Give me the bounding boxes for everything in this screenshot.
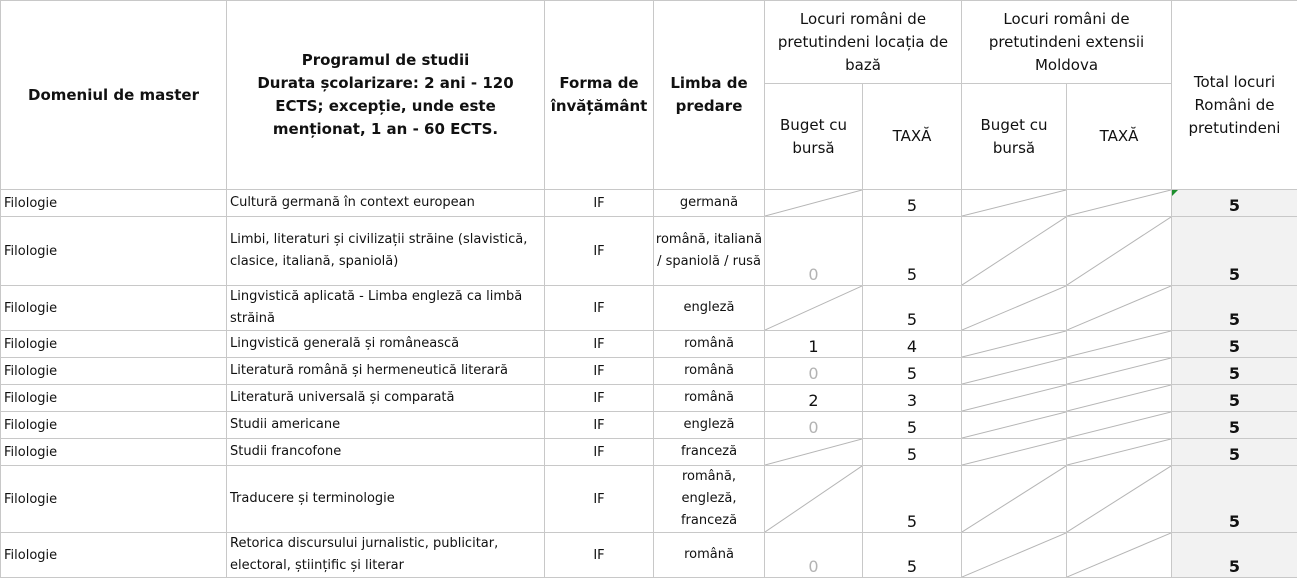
cell-forma[interactable]: IF — [545, 286, 654, 331]
cell-program[interactable]: Cultură germană în context european — [227, 190, 545, 217]
header-moldova-buget[interactable]: Buget cu bursă — [962, 84, 1067, 190]
header-baza-taxa[interactable]: TAXĂ — [863, 84, 962, 190]
cell-total[interactable]: 5 — [1172, 439, 1297, 466]
cell-moldova-taxa-empty[interactable] — [1067, 439, 1172, 466]
cell-forma[interactable]: IF — [545, 412, 654, 439]
cell-baza-buget-empty[interactable] — [765, 466, 863, 533]
cell-forma[interactable]: IF — [545, 533, 654, 578]
table-row — [1, 286, 1297, 331]
cell-total[interactable]: 5 — [1172, 412, 1297, 439]
table-row — [1, 466, 1297, 533]
cell-program[interactable]: Literatură universală și comparată — [227, 385, 545, 412]
cell-baza-buget[interactable]: 0 — [765, 358, 863, 385]
cell-program[interactable]: Traducere și terminologie — [227, 466, 545, 533]
diagonal-line — [1067, 190, 1171, 216]
diagonal-line — [1067, 412, 1171, 438]
header-program[interactable] — [227, 1, 545, 190]
cell-program[interactable]: Studii francofone — [227, 439, 545, 466]
cell-moldova-taxa-empty[interactable] — [1067, 412, 1172, 439]
diagonal-line — [1067, 439, 1171, 465]
cell-moldova-buget-empty[interactable] — [962, 533, 1067, 578]
diagonal-line — [962, 412, 1066, 438]
cell-program[interactable]: Lingvistică generală și românească — [227, 331, 545, 358]
cell-moldova-buget-empty[interactable] — [962, 385, 1067, 412]
cell-baza-buget[interactable]: 0 — [765, 412, 863, 439]
cell-moldova-taxa-empty[interactable] — [1067, 533, 1172, 578]
cell-forma[interactable]: IF — [545, 466, 654, 533]
cell-moldova-buget-empty[interactable] — [962, 190, 1067, 217]
diagonal-line — [1067, 358, 1171, 384]
cell-domeniu[interactable]: Filologie — [1, 217, 227, 286]
header-group-baza[interactable]: Locuri români de pretutindeni locația de bază — [765, 1, 962, 84]
diagonal-line — [765, 190, 862, 216]
cell-forma[interactable]: IF — [545, 190, 654, 217]
cell-moldova-taxa-empty[interactable] — [1067, 286, 1172, 331]
table-body — [1, 190, 1297, 578]
table-row — [1, 217, 1297, 286]
cell-baza-buget-empty[interactable] — [765, 286, 863, 331]
cell-moldova-taxa-empty[interactable] — [1067, 217, 1172, 286]
cell-baza-taxa[interactable]: 5 — [863, 412, 962, 439]
diagonal-line — [1067, 466, 1171, 532]
cell-moldova-buget-empty[interactable] — [962, 217, 1067, 286]
cell-moldova-buget-empty[interactable] — [962, 466, 1067, 533]
header-total[interactable]: Total locuri Români de pretutindeni — [1172, 1, 1297, 190]
cell-baza-taxa[interactable]: 5 — [863, 190, 962, 217]
diagonal-line — [1067, 533, 1171, 577]
cell-baza-taxa[interactable]: 5 — [863, 439, 962, 466]
table-row — [1, 533, 1297, 578]
cell-program[interactable]: Studii americane — [227, 412, 545, 439]
diagonal-line — [765, 466, 862, 532]
diagonal-line — [962, 385, 1066, 411]
cell-limba[interactable]: română, italiană / spaniolă / rusă — [654, 217, 765, 286]
table-row — [1, 412, 1297, 439]
cell-domeniu[interactable]: Filologie — [1, 466, 227, 533]
header-program-duration: Durata școlarizare: 2 ani - 120 ECTS; excepție, unde este menționat, 1 an - 60 ECTS. — [227, 72, 544, 141]
cell-limba[interactable]: germană — [654, 190, 765, 217]
cell-domeniu[interactable]: Filologie — [1, 331, 227, 358]
header-limba[interactable]: Limba de predare — [654, 1, 765, 190]
diagonal-line — [1067, 286, 1171, 330]
cell-limba[interactable]: franceză — [654, 439, 765, 466]
header-domeniu[interactable]: Domeniul de master — [1, 1, 227, 190]
cell-domeniu[interactable]: Filologie — [1, 190, 227, 217]
header-forma[interactable]: Forma de învățământ — [545, 1, 654, 190]
cell-moldova-buget-empty[interactable] — [962, 439, 1067, 466]
cell-baza-taxa[interactable]: 5 — [863, 217, 962, 286]
cell-forma[interactable]: IF — [545, 331, 654, 358]
comment-indicator-icon[interactable] — [1172, 190, 1178, 196]
table-row — [1, 439, 1297, 466]
cell-baza-taxa[interactable]: 5 — [863, 466, 962, 533]
diagonal-line — [962, 190, 1066, 216]
table-row — [1, 385, 1297, 412]
cell-limba[interactable]: română — [654, 385, 765, 412]
table-row — [1, 358, 1297, 385]
cell-moldova-taxa-empty[interactable] — [1067, 190, 1172, 217]
cell-program[interactable]: Limbi, literaturi și civilizații străine (slavistică, clasice, italiană, spaniolă) — [227, 217, 545, 286]
cell-total[interactable]: 5 — [1172, 358, 1297, 385]
cell-forma[interactable]: IF — [545, 217, 654, 286]
cell-baza-buget[interactable]: 0 — [765, 533, 863, 578]
cell-forma[interactable]: IF — [545, 439, 654, 466]
cell-moldova-taxa-empty[interactable] — [1067, 385, 1172, 412]
cell-domeniu[interactable]: Filologie — [1, 385, 227, 412]
header-group-moldova[interactable]: Locuri români de pretutindeni extensii Moldova — [962, 1, 1172, 84]
cell-program[interactable]: Retorica discursului jurnalistic, publicitar, electoral, științific și literar — [227, 533, 545, 578]
cell-moldova-buget-empty[interactable] — [962, 358, 1067, 385]
cell-program[interactable]: Lingvistică aplicată - Limba engleză ca limbă străină — [227, 286, 545, 331]
cell-program[interactable]: Literatură română și hermeneutică literară — [227, 358, 545, 385]
cell-baza-buget-empty[interactable] — [765, 439, 863, 466]
diagonal-line — [1067, 331, 1171, 357]
cell-baza-taxa[interactable]: 4 — [863, 331, 962, 358]
table-row — [1, 331, 1297, 358]
cell-total[interactable]: 5 — [1172, 286, 1297, 331]
cell-moldova-buget-empty[interactable] — [962, 286, 1067, 331]
cell-baza-taxa[interactable]: 3 — [863, 385, 962, 412]
cell-limba[interactable]: română, engleză, franceză — [654, 466, 765, 533]
header-moldova-taxa[interactable]: TAXĂ — [1067, 84, 1172, 190]
diagonal-line — [765, 286, 862, 330]
cell-moldova-buget-empty[interactable] — [962, 412, 1067, 439]
cell-limba[interactable]: română — [654, 358, 765, 385]
cell-domeniu[interactable]: Filologie — [1, 286, 227, 331]
cell-limba[interactable]: română — [654, 533, 765, 578]
diagonal-line — [962, 466, 1066, 532]
cell-forma[interactable]: IF — [545, 358, 654, 385]
cell-total[interactable]: 5 — [1172, 217, 1297, 286]
diagonal-line — [765, 439, 862, 465]
cell-total[interactable]: 5 — [1172, 385, 1297, 412]
cell-moldova-taxa-empty[interactable] — [1067, 466, 1172, 533]
cell-limba[interactable]: română — [654, 331, 765, 358]
cell-moldova-taxa-empty[interactable] — [1067, 358, 1172, 385]
diagonal-line — [962, 358, 1066, 384]
cell-baza-buget[interactable]: 1 — [765, 331, 863, 358]
cell-limba[interactable]: engleză — [654, 412, 765, 439]
diagonal-line — [962, 331, 1066, 357]
diagonal-line — [962, 217, 1066, 285]
diagonal-line — [962, 439, 1066, 465]
cell-total[interactable]: 5 — [1172, 533, 1297, 578]
table-row — [1, 190, 1297, 217]
cell-total[interactable]: 5 — [1172, 466, 1297, 533]
cell-baza-buget-empty[interactable] — [765, 190, 863, 217]
cell-baza-taxa[interactable]: 5 — [863, 286, 962, 331]
cell-baza-buget[interactable]: 0 — [765, 217, 863, 286]
cell-domeniu[interactable]: Filologie — [1, 439, 227, 466]
cell-total[interactable]: 5 — [1172, 190, 1297, 217]
cell-domeniu[interactable]: Filologie — [1, 358, 227, 385]
cell-domeniu[interactable]: Filologie — [1, 533, 227, 578]
cell-total[interactable]: 5 — [1172, 331, 1297, 358]
cell-forma[interactable]: IF — [545, 385, 654, 412]
diagonal-line — [1067, 385, 1171, 411]
cell-baza-buget[interactable]: 2 — [765, 385, 863, 412]
cell-baza-taxa[interactable]: 5 — [863, 358, 962, 385]
cell-moldova-buget-empty[interactable] — [962, 331, 1067, 358]
diagonal-line — [962, 533, 1066, 577]
header-program-title: Programul de studii — [227, 49, 544, 72]
cell-moldova-taxa-empty[interactable] — [1067, 331, 1172, 358]
diagonal-line — [1067, 217, 1171, 285]
cell-baza-taxa[interactable]: 5 — [863, 533, 962, 578]
cell-limba[interactable]: engleză — [654, 286, 765, 331]
header-baza-buget[interactable]: Buget cu bursă — [765, 84, 863, 190]
cell-domeniu[interactable]: Filologie — [1, 412, 227, 439]
diagonal-line — [962, 286, 1066, 330]
